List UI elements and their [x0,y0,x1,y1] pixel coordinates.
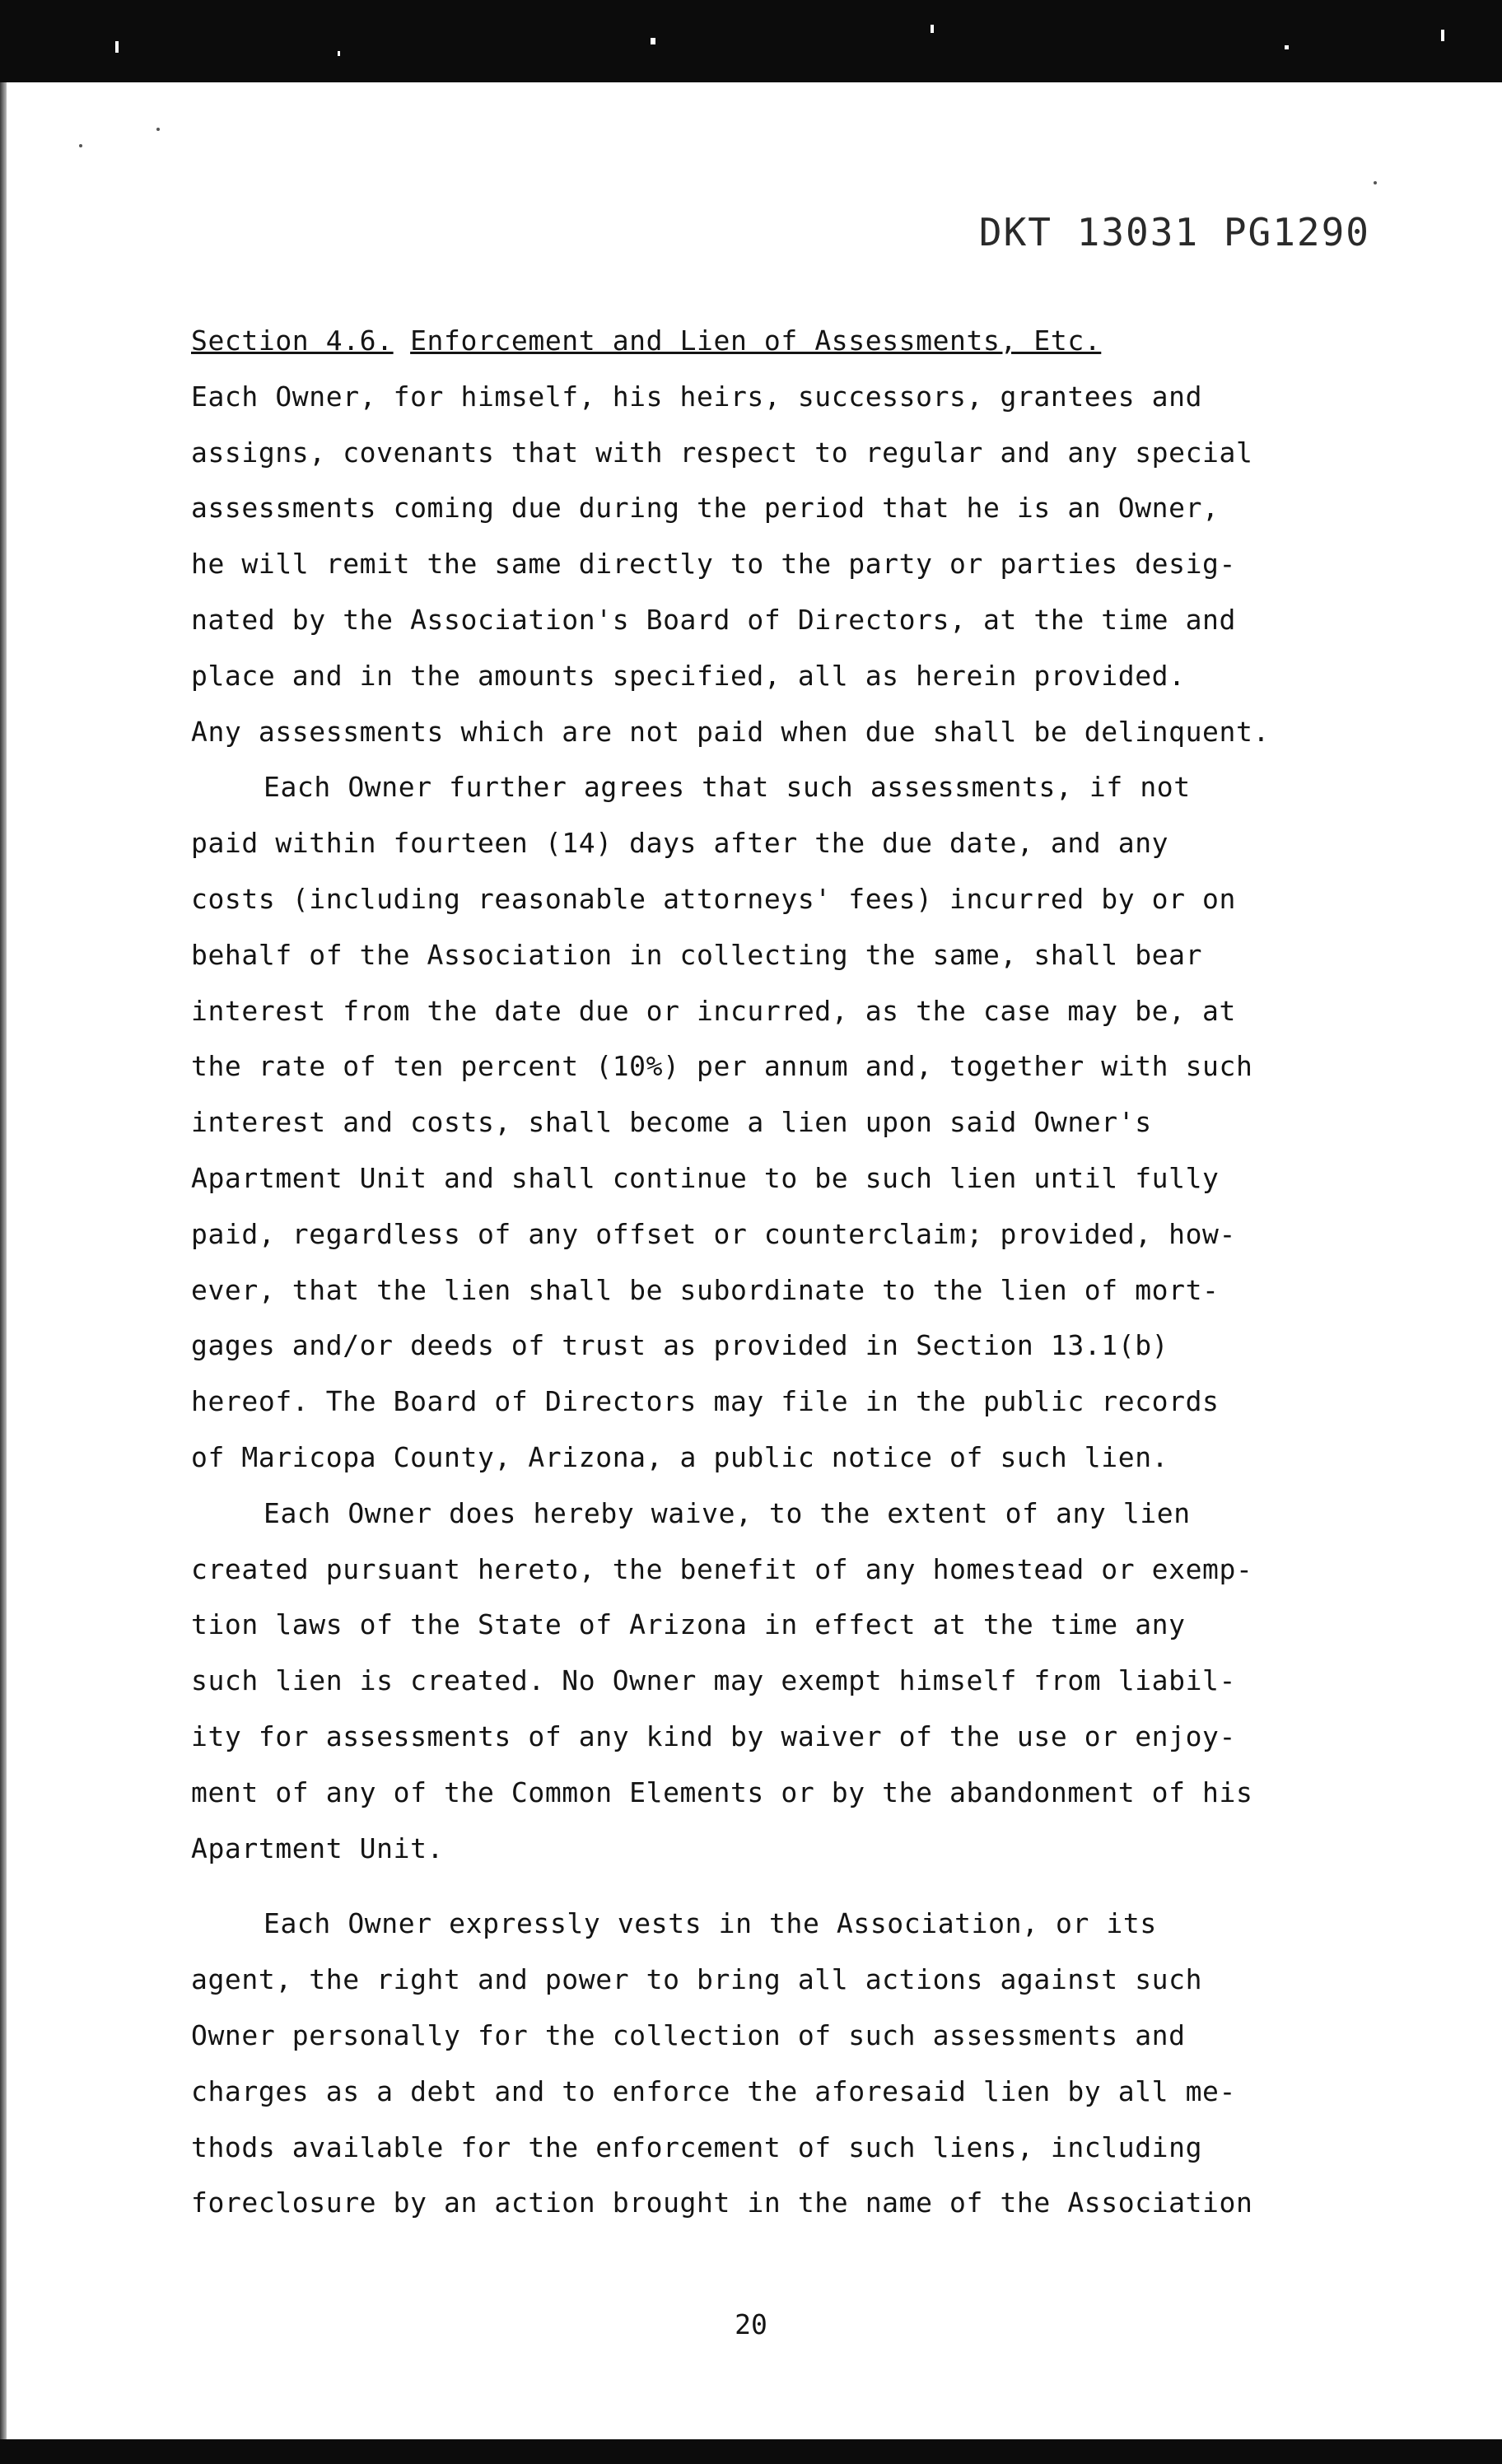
text-line: gages and/or deeds of trust as provided in Section 13.1(b) [191,1329,1169,1362]
text-line: costs (including reasonable attorneys' fees) incurred by or on [191,882,1236,915]
text-line: ity for assessments of any kind by waiver of the use or enjoy- [191,1720,1236,1752]
text-line: paid, regardless of any offset or counterclaim; provided, how- [191,1217,1236,1250]
text-line: behalf of the Association in collecting the same, shall bear [191,938,1203,971]
text-line: assessments coming due during the period that he is an Owner, [191,492,1220,525]
text-line: foreclosure by an action brought in the name of the Association [191,2186,1253,2219]
section-heading [191,313,1360,369]
document-body [191,313,1360,2231]
scan-bottom-border [0,2439,1502,2464]
text-line: Apartment Unit. [191,1832,445,1864]
text-line: Owner personally for the collection of such assessments and [191,2018,1186,2051]
text-line: paid within fourteen (14) days after the due date, and any [191,827,1169,860]
section-label: Section 4.6. [191,324,394,357]
text-line: hereof. The Board of Directors may file in the public records [191,1385,1220,1418]
text-line: assigns, covenants that with respect to regular and any special [191,436,1253,469]
text-line: Apartment Unit and shall continue to be such lien until fully [191,1161,1220,1194]
paragraph [191,369,1360,760]
text-line: such lien is created. No Owner may exempt himself from liabil- [191,1664,1236,1697]
paragraph [191,759,1360,1485]
text-line: ment of any of the Common Elements or by the abandonment of his [191,1776,1253,1808]
text-line: he will remit the same directly to the party or parties desig- [191,548,1236,581]
text-line: ever, that the lien shall be subordinate to the lien of mort- [191,1273,1220,1306]
text-line: created pursuant hereto, the benefit of any homestead or exemp- [191,1552,1253,1585]
scan-top-border [0,0,1502,82]
text-line: of Maricopa County, Arizona, a public notice of such lien. [191,1440,1169,1473]
text-line: tion laws of the State of Arizona in effect at the time any [191,1608,1186,1641]
paragraph [191,1486,1360,1877]
text-line: Each Owner, for himself, his heirs, successors, grantees and [191,380,1203,413]
section-title: Enforcement and Lien of Assessments, Etc. [410,324,1102,357]
paragraph [191,1896,1360,2231]
text-line: agent, the right and power to bring all actions against such [191,1963,1203,1996]
text-line: nated by the Association's Board of Directors, at the time and [191,603,1236,636]
scan-left-edge [0,82,7,2439]
text-line: interest and costs, shall become a lien upon said Owner's [191,1106,1152,1139]
text-line: Each Owner expressly vests in the Association, or its [264,1907,1157,1940]
text-line: Any assessments which are not paid when due shall be delinquent. [191,715,1270,748]
text-line: thods available for the enforcement of such liens, including [191,2130,1203,2163]
page-number: 20 [735,2308,767,2340]
text-line: Each Owner further agrees that such assessments, if not [264,771,1191,804]
text-line: the rate of ten percent (10%) per annum and, together with such [191,1050,1253,1083]
text-line: place and in the amounts specified, all as herein provided. [191,659,1186,692]
text-line: charges as a debt and to enforce the aforesaid lien by all me- [191,2074,1236,2107]
text-line: Each Owner does hereby waive, to the extent of any lien [264,1496,1191,1529]
text-line: interest from the date due or incurred, as the case may be, at [191,994,1236,1027]
docket-number: DKT 13031 PG1290 [978,210,1370,254]
paragraph-gap [191,1876,1360,1896]
